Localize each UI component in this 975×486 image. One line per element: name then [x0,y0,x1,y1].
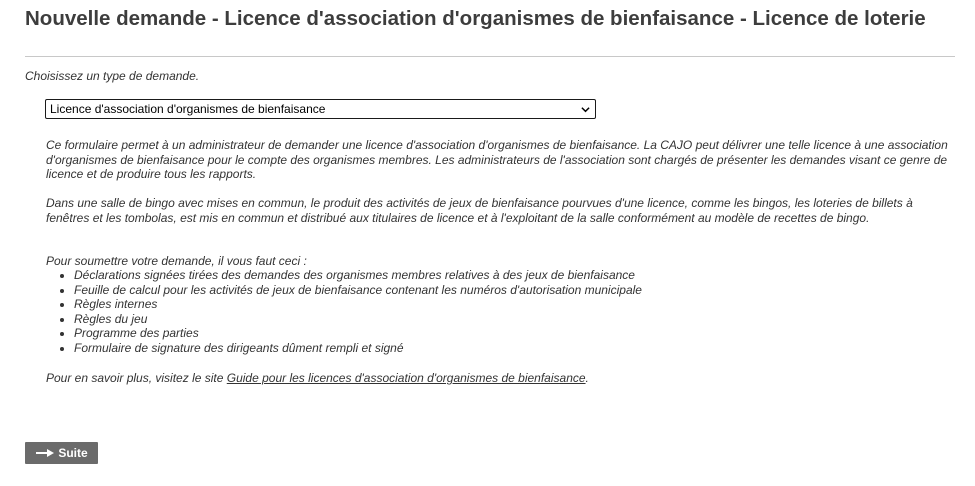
arrow-right-icon [35,448,55,458]
guide-link[interactable]: Guide pour les licences d'association d'organismes de bienfaisance [226,371,586,385]
page-title: Nouvelle demande - Licence d'association d'organismes de bienfaisance - Licence de loterie [25,7,926,30]
more-info-text [46,371,956,386]
requirements-list [46,268,642,356]
more-info-prefix: Pour en savoir plus, visitez le site [46,371,227,385]
more-info-suffix: . [585,371,589,385]
requirement-item: • Formulaire de signature des dirigeants dûment rempli et signé [74,341,642,356]
requirements-intro: Pour soumettre votre demande, il vous faut ceci : [46,254,307,268]
requirement-item: • Programme des parties [74,326,642,341]
title-divider [25,56,955,57]
request-type-select[interactable] [45,99,596,119]
next-button[interactable] [25,442,98,464]
requirement-item: • Déclarations signées tirées des demandes des organismes membres relatives à des jeux de bienfaisance [74,268,642,283]
chevron-down-icon [581,105,590,114]
requirement-item: • Règles du jeu [74,312,642,327]
requirement-item: • Feuille de calcul pour les activités de jeux de bienfaisance contenant les numéros d'autorisation municipale [74,283,642,298]
request-type-selected-value: Licence d'association d'organismes de bienfaisance [50,102,326,116]
instruction-text: Choisissez un type de demande. [25,69,200,83]
bingo-paragraph: Dans une salle de bingo avec mises en commun, le produit des activités de jeux de bienfaisance pourvues d'une licence, comme les bingos, les loteries de billets à fenêtres et les tombolas, est mis en commun et distribué aux titulaires de licence et à l'exploitant de la salle conformément au modèle de recettes de bingo. [46,196,913,225]
description-paragraph: Ce formulaire permet à un administrateur de demander une licence d'association d'organismes de bienfaisance. La CAJO peut délivrer une telle licence à une association d'organismes de bienfaisance pour le compte des organismes membres. Les administrateurs de l'association sont chargés de présenter les demandes visant ce genre de licence et de produire tous les rapports. [46,138,948,181]
next-button-label: Suite [58,446,88,460]
requirement-item: • Règles internes [74,297,642,312]
